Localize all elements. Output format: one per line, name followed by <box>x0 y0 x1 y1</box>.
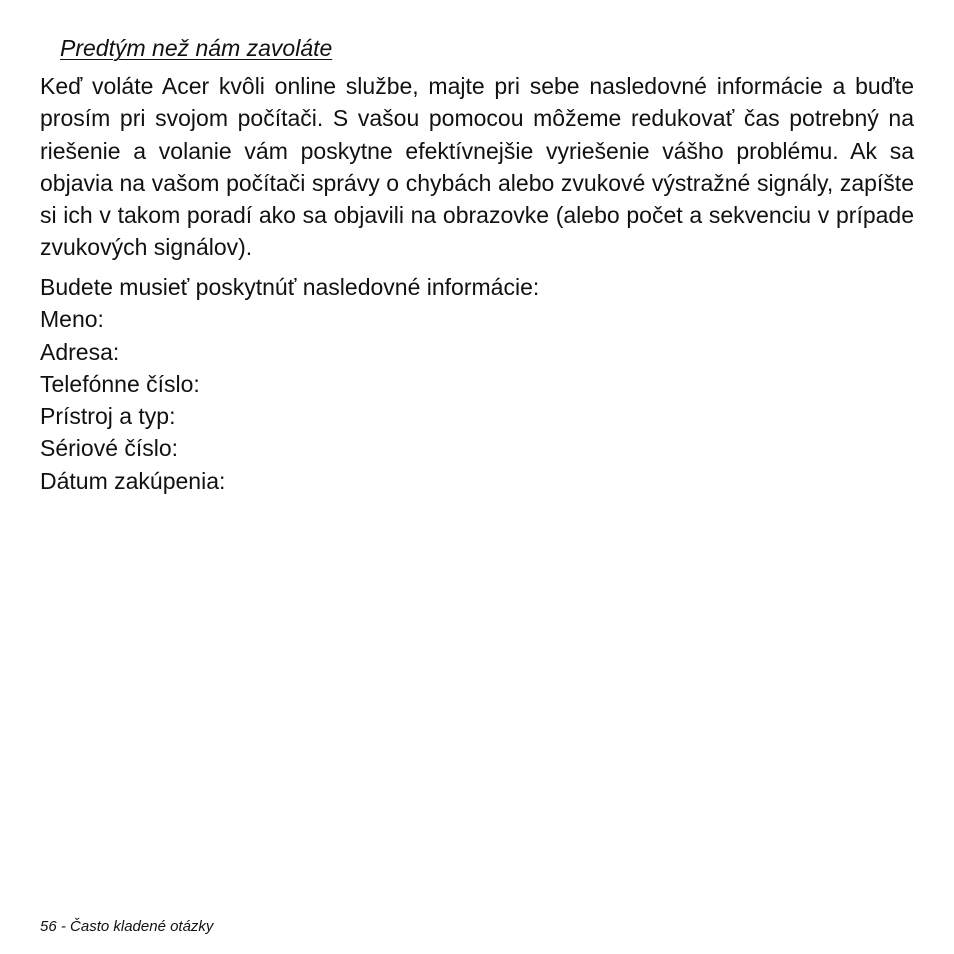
list-item-name: Meno: <box>40 306 104 333</box>
list-item-purchase-date: Dátum zakúpenia: <box>40 467 226 494</box>
list-item-device-type: Prístroj a typ: <box>40 403 176 430</box>
list-intro: Budete musieť poskytnúť nasledovné informácie: <box>40 274 540 300</box>
list-item-phone: Telefónne číslo: <box>40 370 200 397</box>
page-footer: 56 - Často kladené otázky <box>40 918 214 935</box>
section-heading: Predtým než nám zavoláte <box>60 35 333 61</box>
required-info-list <box>40 271 539 497</box>
body-paragraph: Keď voláte Acer kvôli online službe, majte pri sebe nasledovné informácie a buďte prosím pri svojom počítači. S vašou pomocou môžeme redukovať čas potrebný na riešenie a volanie vám poskytne efektívnejšie vyriešenie vášho problému. Ak sa objavia na vašom počítači správy o chybách alebo zvukové výstražné signály, zapíšte si ich v takom poradí ako sa objavili na obrazovke (alebo počet a sekvenciu v prípade zvukových signálov). <box>40 73 914 261</box>
list-item-address: Adresa: <box>40 338 120 365</box>
list-item-serial: Sériové číslo: <box>40 435 179 462</box>
